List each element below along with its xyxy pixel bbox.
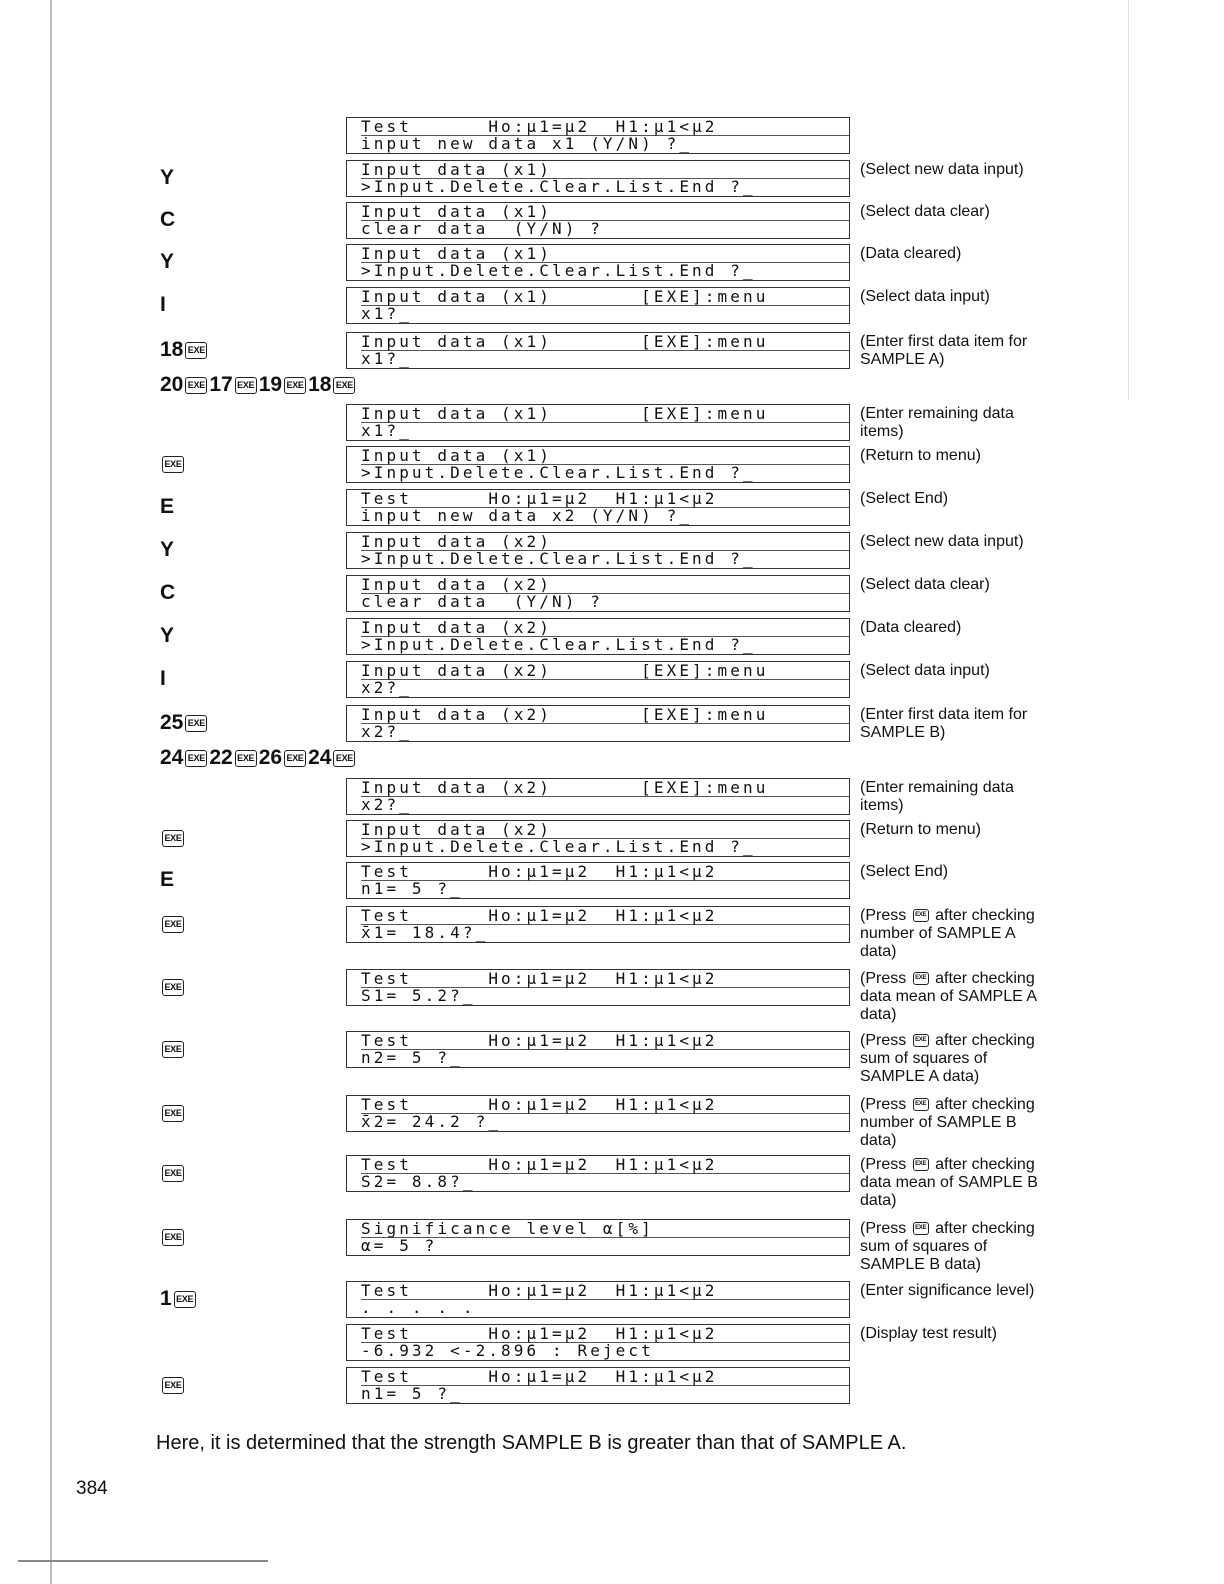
step-note: (Press EXE after checking data mean of SAMPLE A data) bbox=[860, 970, 1037, 1023]
lcd-line-2: S1= 5.2?_ bbox=[361, 987, 849, 1004]
exe-key-icon: EXE bbox=[185, 715, 207, 732]
exe-key-icon: EXE bbox=[913, 1158, 929, 1171]
exe-key-icon: EXE bbox=[284, 377, 306, 394]
lcd-line-1: Input data (x2) bbox=[361, 532, 552, 551]
key-text: 24 bbox=[308, 746, 332, 769]
lcd-line-1: Input data (x2) bbox=[361, 618, 552, 637]
lcd-display bbox=[346, 117, 850, 154]
keystroke bbox=[160, 866, 174, 894]
keystroke bbox=[160, 1285, 198, 1313]
key-text: Y bbox=[160, 166, 175, 189]
lcd-display bbox=[346, 1155, 850, 1192]
lcd-line-2: S2= 8.8?_ bbox=[361, 1173, 849, 1190]
step-note: (Select new data input) bbox=[860, 161, 1024, 178]
lcd-display bbox=[346, 862, 850, 899]
key-text: 22 bbox=[209, 746, 233, 769]
lcd-line-2: input new data x2 (Y/N) ?_ bbox=[361, 507, 849, 524]
key-text: C bbox=[160, 581, 176, 604]
exe-key-icon: EXE bbox=[174, 1291, 196, 1308]
lcd-display bbox=[346, 778, 850, 815]
exe-key-icon: EXE bbox=[162, 916, 184, 933]
keystroke bbox=[160, 1035, 186, 1063]
key-text: 24 bbox=[160, 746, 184, 769]
lcd-display bbox=[346, 404, 850, 441]
step-note: (Enter remaining data items) bbox=[860, 779, 1014, 814]
exe-key-icon: EXE bbox=[913, 909, 929, 922]
lcd-line-2: x1?_ bbox=[361, 422, 849, 439]
lcd-display bbox=[346, 1281, 850, 1318]
lcd-line-2: >Input.Delete.Clear.List.End ?_ bbox=[361, 178, 849, 195]
lcd-line-1: Input data (x2) [EXE]:menu bbox=[361, 778, 769, 797]
step-note: (Press EXE after checking number of SAMPLE B data) bbox=[860, 1096, 1035, 1149]
key-text: 25 bbox=[160, 711, 184, 734]
lcd-line-1: Input data (x1) [EXE]:menu bbox=[361, 404, 769, 423]
lcd-line-1: Test Ho:μ1=μ2 H1:μ1<μ2 bbox=[361, 862, 718, 881]
lcd-display bbox=[346, 446, 850, 483]
step-note: (Enter first data item for SAMPLE A) bbox=[860, 333, 1028, 368]
exe-key-icon: EXE bbox=[185, 750, 207, 767]
key-text: I bbox=[160, 293, 166, 316]
key-text: 18 bbox=[308, 373, 332, 396]
lcd-line-1: Input data (x1) [EXE]:menu bbox=[361, 287, 769, 306]
lcd-line-1: Test Ho:μ1=μ2 H1:μ1<μ2 bbox=[361, 1031, 718, 1050]
lcd-display bbox=[346, 202, 850, 239]
lcd-line-2: -6.932 <-2.896 : Reject bbox=[361, 1342, 849, 1359]
exe-key-icon: EXE bbox=[162, 830, 184, 847]
conclusion-text: Here, it is determined that the strength SAMPLE B is greater than that of SAMPLE A. bbox=[156, 1432, 907, 1454]
lcd-display bbox=[346, 1324, 850, 1361]
exe-key-icon: EXE bbox=[913, 972, 929, 985]
key-text: I bbox=[160, 667, 166, 690]
lcd-line-2: >Input.Delete.Clear.List.End ?_ bbox=[361, 550, 849, 567]
lcd-display bbox=[346, 287, 850, 324]
keystroke bbox=[160, 709, 209, 737]
exe-key-icon: EXE bbox=[162, 1229, 184, 1246]
lcd-line-2: x̄2= 24.2 ?_ bbox=[361, 1113, 849, 1130]
keystroke bbox=[160, 248, 174, 276]
lcd-line-2: clear data (Y/N) ? bbox=[361, 220, 849, 237]
lcd-display bbox=[346, 575, 850, 612]
step-note: (Data cleared) bbox=[860, 245, 962, 262]
key-text: 18 bbox=[160, 338, 184, 361]
keystroke-sequence bbox=[160, 371, 357, 399]
page-edge-line bbox=[1128, 0, 1129, 400]
lcd-line-1: Test Ho:μ1=μ2 H1:μ1<μ2 bbox=[361, 1095, 718, 1114]
key-text: Y bbox=[160, 538, 175, 561]
lcd-line-2: >Input.Delete.Clear.List.End ?_ bbox=[361, 262, 849, 279]
step-note: (Return to menu) bbox=[860, 821, 981, 838]
lcd-display bbox=[346, 244, 850, 281]
page-margin-line bbox=[50, 0, 52, 1584]
key-text: 20 bbox=[160, 373, 184, 396]
keystroke bbox=[160, 910, 186, 938]
key-text: Y bbox=[160, 250, 175, 273]
lcd-line-1: Test Ho:μ1=μ2 H1:μ1<μ2 bbox=[361, 1155, 718, 1174]
lcd-display bbox=[346, 1095, 850, 1132]
lcd-line-1: Test Ho:μ1=μ2 H1:μ1<μ2 bbox=[361, 117, 718, 136]
lcd-line-2: . . . . . bbox=[361, 1299, 849, 1316]
step-note: (Enter first data item for SAMPLE B) bbox=[860, 706, 1028, 741]
lcd-line-1: Test Ho:μ1=μ2 H1:μ1<μ2 bbox=[361, 1281, 718, 1300]
exe-key-icon: EXE bbox=[162, 1041, 184, 1058]
lcd-line-1: Input data (x1) bbox=[361, 244, 552, 263]
step-note: (Press EXE after checking data mean of SAMPLE B data) bbox=[860, 1156, 1038, 1209]
lcd-line-1: Input data (x2) [EXE]:menu bbox=[361, 661, 769, 680]
exe-key-icon: EXE bbox=[162, 1105, 184, 1122]
step-note: (Select data input) bbox=[860, 662, 990, 679]
step-note: (Display test result) bbox=[860, 1325, 997, 1342]
lcd-line-2: x̄1= 18.4?_ bbox=[361, 924, 849, 941]
page-number: 384 bbox=[76, 1478, 108, 1499]
lcd-display bbox=[346, 820, 850, 857]
exe-key-icon: EXE bbox=[284, 750, 306, 767]
exe-key-icon: EXE bbox=[185, 342, 207, 359]
lcd-line-2: >Input.Delete.Clear.List.End ?_ bbox=[361, 636, 849, 653]
keystroke bbox=[160, 164, 174, 192]
lcd-line-2: α= 5 ? bbox=[361, 1237, 849, 1254]
lcd-display bbox=[346, 1367, 850, 1404]
exe-key-icon: EXE bbox=[333, 750, 355, 767]
exe-key-icon: EXE bbox=[162, 979, 184, 996]
lcd-display bbox=[346, 661, 850, 698]
lcd-line-1: Test Ho:μ1=μ2 H1:μ1<μ2 bbox=[361, 969, 718, 988]
keystroke bbox=[160, 622, 174, 650]
lcd-line-2: x2?_ bbox=[361, 796, 849, 813]
keystroke bbox=[160, 336, 209, 364]
step-note: (Select End) bbox=[860, 490, 949, 507]
exe-key-icon: EXE bbox=[913, 1222, 929, 1235]
lcd-line-2: >Input.Delete.Clear.List.End ?_ bbox=[361, 838, 849, 855]
step-note: (Press EXE after checking sum of squares of SAMPLE B data) bbox=[860, 1220, 1035, 1273]
lcd-display bbox=[346, 705, 850, 742]
lcd-display bbox=[346, 1219, 850, 1256]
keystroke bbox=[160, 665, 166, 693]
exe-key-icon: EXE bbox=[913, 1098, 929, 1111]
lcd-line-2: clear data (Y/N) ? bbox=[361, 593, 849, 610]
lcd-line-2: n1= 5 ?_ bbox=[361, 1385, 849, 1402]
key-text: C bbox=[160, 208, 176, 231]
key-text: 26 bbox=[258, 746, 283, 769]
lcd-line-1: Test Ho:μ1=μ2 H1:μ1<μ2 bbox=[361, 1324, 718, 1343]
key-text: E bbox=[160, 868, 175, 891]
lcd-line-2: x2?_ bbox=[361, 679, 849, 696]
keystroke bbox=[160, 1159, 186, 1187]
exe-key-icon: EXE bbox=[162, 456, 184, 473]
lcd-line-1: Test Ho:μ1=μ2 H1:μ1<μ2 bbox=[361, 489, 718, 508]
lcd-line-1: Input data (x1) [EXE]:menu bbox=[361, 332, 769, 351]
keystroke bbox=[160, 206, 175, 234]
step-note: (Select data input) bbox=[860, 288, 990, 305]
lcd-display bbox=[346, 618, 850, 655]
keystroke bbox=[160, 493, 174, 521]
lcd-line-1: Input data (x1) bbox=[361, 160, 552, 179]
key-text: 17 bbox=[209, 373, 233, 396]
lcd-display bbox=[346, 906, 850, 943]
lcd-line-2: x1?_ bbox=[361, 305, 849, 322]
lcd-line-1: Input data (x2) bbox=[361, 820, 552, 839]
footer-rule bbox=[18, 1560, 268, 1562]
key-text: 19 bbox=[258, 373, 283, 396]
key-text: Y bbox=[160, 624, 175, 647]
keystroke bbox=[160, 1223, 186, 1251]
lcd-display bbox=[346, 532, 850, 569]
lcd-line-1: Test Ho:μ1=μ2 H1:μ1<μ2 bbox=[361, 1367, 718, 1386]
lcd-line-2: x1?_ bbox=[361, 350, 849, 367]
exe-key-icon: EXE bbox=[333, 377, 355, 394]
step-note: (Select data clear) bbox=[860, 203, 990, 220]
keystroke bbox=[160, 579, 175, 607]
keystroke bbox=[160, 1099, 186, 1127]
lcd-line-2: n1= 5 ?_ bbox=[361, 880, 849, 897]
step-note: (Press EXE after checking number of SAMPLE A data) bbox=[860, 907, 1035, 960]
lcd-line-1: Significance level α[%] bbox=[361, 1219, 654, 1238]
step-note: (Select End) bbox=[860, 863, 949, 880]
step-note: (Press EXE after checking sum of squares of SAMPLE A data) bbox=[860, 1032, 1035, 1085]
exe-key-icon: EXE bbox=[235, 750, 257, 767]
step-note: (Select data clear) bbox=[860, 576, 990, 593]
keystroke bbox=[160, 291, 166, 319]
lcd-line-2: >Input.Delete.Clear.List.End ?_ bbox=[361, 464, 849, 481]
step-note: (Enter remaining data items) bbox=[860, 405, 1014, 440]
keystroke bbox=[160, 824, 186, 852]
exe-key-icon: EXE bbox=[162, 1377, 184, 1394]
exe-key-icon: EXE bbox=[235, 377, 257, 394]
exe-key-icon: EXE bbox=[913, 1034, 929, 1047]
lcd-display bbox=[346, 489, 850, 526]
lcd-display bbox=[346, 1031, 850, 1068]
lcd-line-1: Input data (x1) bbox=[361, 202, 552, 221]
lcd-line-2: x2?_ bbox=[361, 723, 849, 740]
key-text: 1 bbox=[160, 1287, 172, 1310]
keystroke bbox=[160, 536, 174, 564]
lcd-line-1: Input data (x2) bbox=[361, 575, 552, 594]
step-note: (Data cleared) bbox=[860, 619, 962, 636]
lcd-line-1: Test Ho:μ1=μ2 H1:μ1<μ2 bbox=[361, 906, 718, 925]
lcd-line-1: Input data (x2) [EXE]:menu bbox=[361, 705, 769, 724]
lcd-line-1: Input data (x1) bbox=[361, 446, 552, 465]
lcd-line-2: n2= 5 ?_ bbox=[361, 1049, 849, 1066]
exe-key-icon: EXE bbox=[185, 377, 207, 394]
lcd-line-2: input new data x1 (Y/N) ?_ bbox=[361, 135, 849, 152]
step-note: (Select new data input) bbox=[860, 533, 1024, 550]
keystroke-sequence bbox=[160, 744, 357, 772]
step-note: (Enter significance level) bbox=[860, 1282, 1035, 1299]
keystroke bbox=[160, 973, 186, 1001]
step-note: (Return to menu) bbox=[860, 447, 981, 464]
lcd-display bbox=[346, 332, 850, 369]
exe-key-icon: EXE bbox=[162, 1165, 184, 1182]
keystroke bbox=[160, 450, 186, 478]
key-text: E bbox=[160, 495, 175, 518]
lcd-display bbox=[346, 969, 850, 1006]
lcd-display bbox=[346, 160, 850, 197]
keystroke bbox=[160, 1371, 186, 1399]
